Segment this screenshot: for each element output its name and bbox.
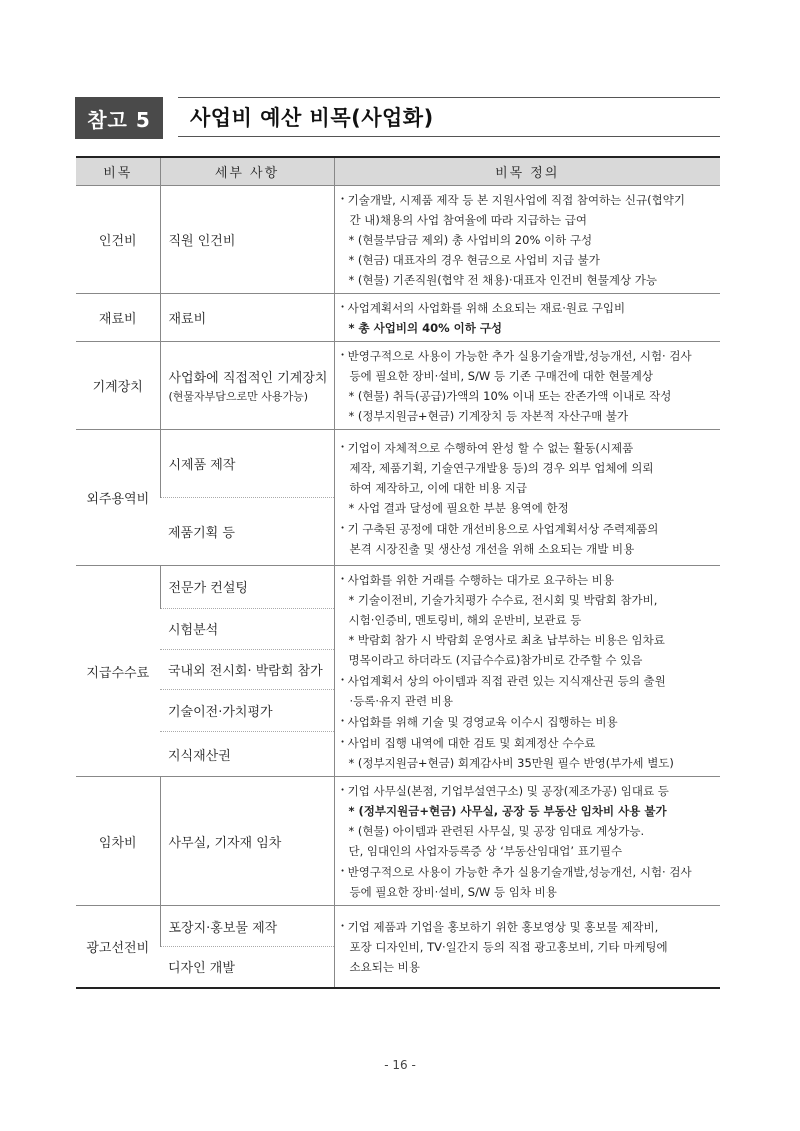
definition-line: * 기술이전비, 기술가치평가 수수료, 전시회 및 박람회 참가비,	[348, 593, 658, 607]
subitem-label: 시험분석	[168, 623, 219, 639]
table-row	[76, 906, 720, 947]
table-row	[76, 777, 720, 906]
page-number: - 16 -	[384, 1058, 416, 1072]
definition-line: • 기술개발, 시제품 제작 등 본 지원사업에 직접 참여하는 신규(협약기	[341, 189, 715, 210]
definition-cell	[334, 186, 720, 294]
subitem-label: 디자인 개발	[168, 961, 235, 977]
definition-cell	[334, 566, 720, 777]
subitem-label: 국내외 전시회· 박람회 참가	[168, 663, 323, 679]
definition-line: • 기업 사무실(본점, 기업부설연구소) 및 공장(제조가공) 임대료 등	[341, 780, 715, 801]
definition-line: 명목이라고 하더라도 (지급수수료)참가비로 간주할 수 있음	[348, 653, 643, 667]
subitem-label: 전문가 컨설팅	[168, 581, 248, 597]
reference-badge: 참고 5	[75, 97, 163, 139]
budget-table	[76, 156, 720, 989]
table-row	[76, 342, 720, 430]
subitem-cell	[160, 649, 334, 690]
subitem-label: 지식재산권	[168, 748, 231, 764]
definition-line: * (정부지원금+현금) 사무실, 공장 등 부동산 임차비 사용 불가	[348, 804, 667, 818]
category-cell: 인건비	[76, 186, 160, 294]
category-cell: 외주용역비	[76, 430, 160, 566]
table-row	[76, 430, 720, 498]
definition-cell	[334, 294, 720, 342]
definition-line: * (정부지원금+현금) 회계감사비 35만원 필수 반영(부가세 별도)	[348, 756, 674, 770]
table-body	[76, 186, 720, 988]
definition-line: 단, 임대인의 사업자등록증 상 ‘부동산임대업’ 표기필수	[348, 844, 623, 858]
definition-line: * (정부지원금+현금) 기계장치 등 자본적 자산구매 불가	[348, 409, 629, 423]
subitem-cell	[160, 608, 334, 649]
column-header-details: 세부 사항	[160, 157, 334, 186]
title-bar	[178, 97, 720, 137]
table-row	[76, 186, 720, 294]
definition-line: 등에 필요한 장비·설비, S/W 등 임차 비용	[349, 885, 557, 899]
definition-line: • 반영구적으로 사용이 가능한 추가 실용기술개발,성능개선, 시험· 검사	[341, 345, 715, 366]
definition-line: * (현물) 아이템과 관련된 사무실, 및 공장 임대료 계상가능.	[348, 824, 645, 838]
definition-line: • 반영구적으로 사용이 가능한 추가 실용기술개발,성능개선, 시험· 검사	[341, 861, 715, 882]
subitem-label: 사무실, 기자재 임차	[168, 835, 282, 851]
subitem-label: 사업화에 직접적인 기계장치	[168, 371, 328, 386]
subitem-label: 제품기획 등	[168, 526, 235, 541]
definition-line: * (현물) 기존직원(협약 전 채용)·대표자 인건비 현물계상 가능	[348, 273, 657, 287]
definition-line: 제작, 제품기획, 기술연구개발용 등)의 경우 외부 업체에 의뢰	[349, 460, 654, 475]
definition-line: * (현물부담금 제외) 총 사업비의 20% 이하 구성	[348, 233, 593, 247]
definition-line: • 사업계획서 상의 아이템과 직접 관련 있는 지식재산권 등의 출원	[341, 670, 715, 691]
definition-line: 하여 제작하고, 이에 대한 비용 지급	[349, 480, 527, 495]
subitem-cell	[160, 498, 334, 566]
subitem-label: 시제품 제작	[168, 458, 236, 473]
subitem-label: 재료비	[168, 312, 207, 327]
definition-line: 시험·인증비, 멘토링비, 해외 운반비, 보관료 등	[348, 613, 582, 627]
definition-cell	[334, 906, 720, 988]
subitem-cell	[160, 566, 334, 609]
category-cell: 기계장치	[76, 342, 160, 430]
page-title: 사업비 예산 비목(사업화)	[190, 106, 434, 130]
subitem-cell	[160, 947, 334, 988]
table-row	[76, 566, 720, 609]
definition-line: * 총 사업비의 40% 이하 구성	[348, 321, 503, 335]
definition-cell	[334, 777, 720, 906]
definition-line: * 사업 결과 달성에 필요한 부분 용역에 한정	[348, 500, 569, 515]
subitem-cell	[160, 430, 334, 498]
definition-line: 포장 디자인비, TV·일간지 등의 직접 광고홍보비, 기타 마케팅에	[349, 939, 668, 954]
definition-cell	[334, 342, 720, 430]
subitem-cell	[160, 186, 334, 294]
subitem-cell	[160, 777, 334, 906]
column-header-category: 비목	[76, 157, 160, 186]
subitem-label: 기술이전·가치평가	[168, 705, 273, 721]
subitem-label: 포장지·홍보물 제작	[168, 920, 278, 936]
definition-line: • 사업화를 위해 기술 및 경영교육 이수시 집행하는 비용	[341, 711, 715, 732]
subitem-note: (현물자부담으로만 사용가능)	[168, 390, 309, 403]
definition-line: ·등록·유지 관련 비용	[349, 694, 453, 708]
definition-line: 소요되는 비용	[349, 959, 420, 974]
table-header-row	[76, 157, 720, 186]
definition-line: * 박람회 참가 시 박람회 운영사로 최초 납부하는 비용은 임차료	[348, 633, 665, 647]
table-row	[76, 294, 720, 342]
subitem-cell	[160, 732, 334, 777]
subitem-cell	[160, 294, 334, 342]
definition-line: • 사업화를 위한 거래를 수행하는 대가로 요구하는 비용	[341, 569, 715, 590]
definition-line: • 기업이 자체적으로 수행하여 완성 할 수 없는 활동(시제품	[341, 437, 715, 458]
category-cell: 임차비	[76, 777, 160, 906]
subitem-cell	[160, 906, 334, 947]
definition-cell	[334, 430, 720, 566]
definition-line: 본격 시장진출 및 생산성 개선을 위해 소요되는 개발 비용	[349, 541, 635, 556]
column-header-definition: 비목 정의	[334, 157, 720, 186]
definition-line: • 기업 제품과 기업을 홍보하기 위한 홍보영상 및 홍보물 제작비,	[341, 916, 715, 937]
definition-line: 등에 필요한 장비·설비, S/W 등 기존 구매건에 대한 현물계상	[349, 369, 653, 383]
definition-line: * (현금) 대표자의 경우 현금으로 사업비 지급 불가	[348, 253, 600, 267]
definition-line: * (현물) 취득(공급)가액의 10% 이내 또는 잔존가액 이내로 작성	[348, 389, 672, 403]
subitem-cell	[160, 690, 334, 732]
definition-line: 간 내)채용의 사업 참여율에 따라 지급하는 급여	[349, 213, 587, 227]
definition-line: • 기 구축된 공정에 대한 개선비용으로 사업계획서상 주력제품의	[341, 518, 715, 539]
definition-line: • 사업비 집행 내역에 대한 검토 및 회계정산 수수료	[341, 732, 715, 753]
category-cell: 재료비	[76, 294, 160, 342]
definition-line: • 사업계획서의 사업화를 위해 소요되는 재료·원료 구입비	[341, 297, 715, 318]
category-cell: 광고선전비	[76, 906, 160, 988]
category-cell: 지급수수료	[76, 566, 160, 777]
subitem-cell	[160, 342, 334, 430]
subitem-label: 직원 인건비	[168, 234, 236, 249]
